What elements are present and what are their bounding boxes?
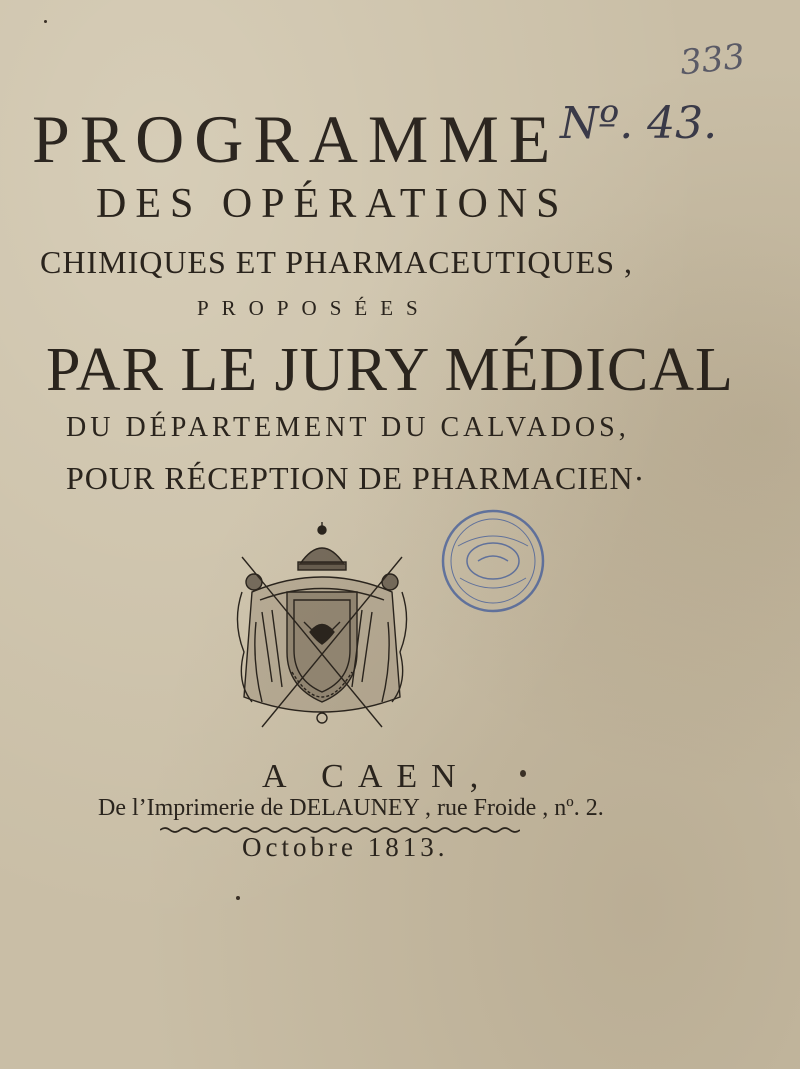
place-of-printing: A CAEN,: [262, 758, 493, 795]
title-line-7: POUR RÉCEPTION DE PHARMACIEN·: [66, 460, 646, 496]
ink-spot: [236, 896, 240, 900]
library-stamp: [438, 506, 548, 616]
title-line-4: PROPOSÉES: [197, 296, 431, 320]
folio-number: 333: [678, 36, 747, 84]
ink-spot: [44, 20, 47, 23]
title-line-2: DES OPÉRATIONS: [96, 181, 569, 227]
printer-line: De l’Imprimerie de DELAUNEY , rue Froide , nº. 2.: [98, 795, 604, 821]
title-line-3: CHIMIQUES ET PHARMACEUTIQUES ,: [40, 244, 633, 280]
publication-date: Octobre 1813.: [242, 832, 449, 862]
title-line-6: DU DÉPARTEMENT DU CALVADOS,: [66, 412, 630, 443]
title-line-5: PAR LE JURY MÉDICAL: [46, 336, 734, 404]
ink-spot: [520, 770, 526, 777]
coat-of-arms-illustration: [232, 522, 412, 742]
shelfmark-annotation: Nº. 43.: [560, 98, 718, 149]
document-title: PROGRAMME: [32, 101, 561, 177]
